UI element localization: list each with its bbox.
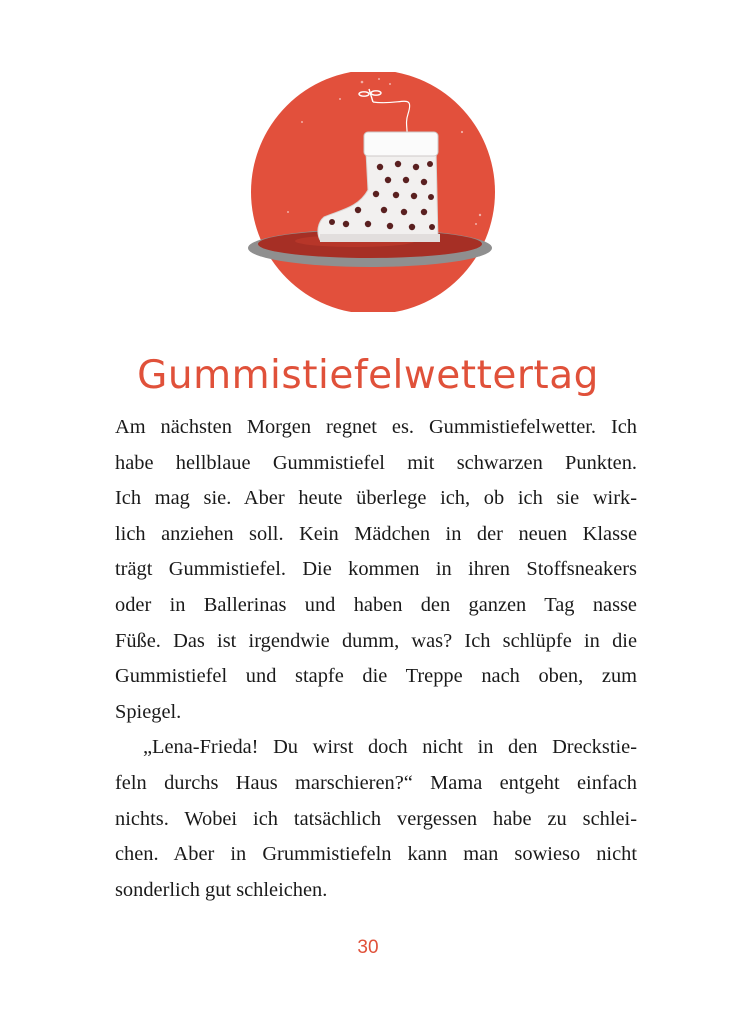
text-line: chen. Aber in Grummistiefeln kann man sowieso nicht: [115, 843, 637, 866]
boot-illustration: [240, 72, 518, 312]
text-line: Ich mag sie. Aber heute überlege ich, ob ich sie wirk-: [115, 487, 637, 510]
paragraph-1: [115, 410, 637, 730]
text-line: Gummistiefel und stapfe die Treppe nach oben, zum: [115, 665, 637, 688]
text-line: oder in Ballerinas und haben den ganzen Tag nasse: [115, 593, 637, 616]
text-line: Füße. Das ist irgendwie dumm, was? Ich schlüpfe in die: [115, 629, 637, 652]
text-line: sonderlich gut schleichen.: [115, 878, 328, 901]
chapter-title: Gummistiefelwettertag: [137, 353, 599, 399]
rubber-boot-icon: [240, 72, 518, 312]
text-line: Spiegel.: [115, 700, 182, 723]
page-number: 30: [357, 937, 379, 958]
paragraph-2: [115, 730, 637, 908]
text-line: Am nächsten Morgen regnet es. Gummistiefelwetter. Ich: [115, 416, 637, 438]
text-line: nichts. Wobei ich tatsächlich vergessen habe zu schlei-: [115, 807, 637, 830]
text-line: lich anziehen soll. Kein Mädchen in der neuen Klasse: [115, 522, 637, 545]
text-line: trägt Gummistiefel. Die kommen in ihren Stoffsneakers: [115, 558, 637, 581]
body-text: [115, 410, 637, 908]
text-line: feln durchs Haus marschieren?“ Mama entgeht einfach: [115, 771, 637, 794]
text-line: habe hellblaue Gummistiefel mit schwarzen Punkten.: [115, 451, 637, 474]
text-line: „Lena-Frieda! Du wirst doch nicht in den Dreckstie-: [143, 736, 637, 759]
